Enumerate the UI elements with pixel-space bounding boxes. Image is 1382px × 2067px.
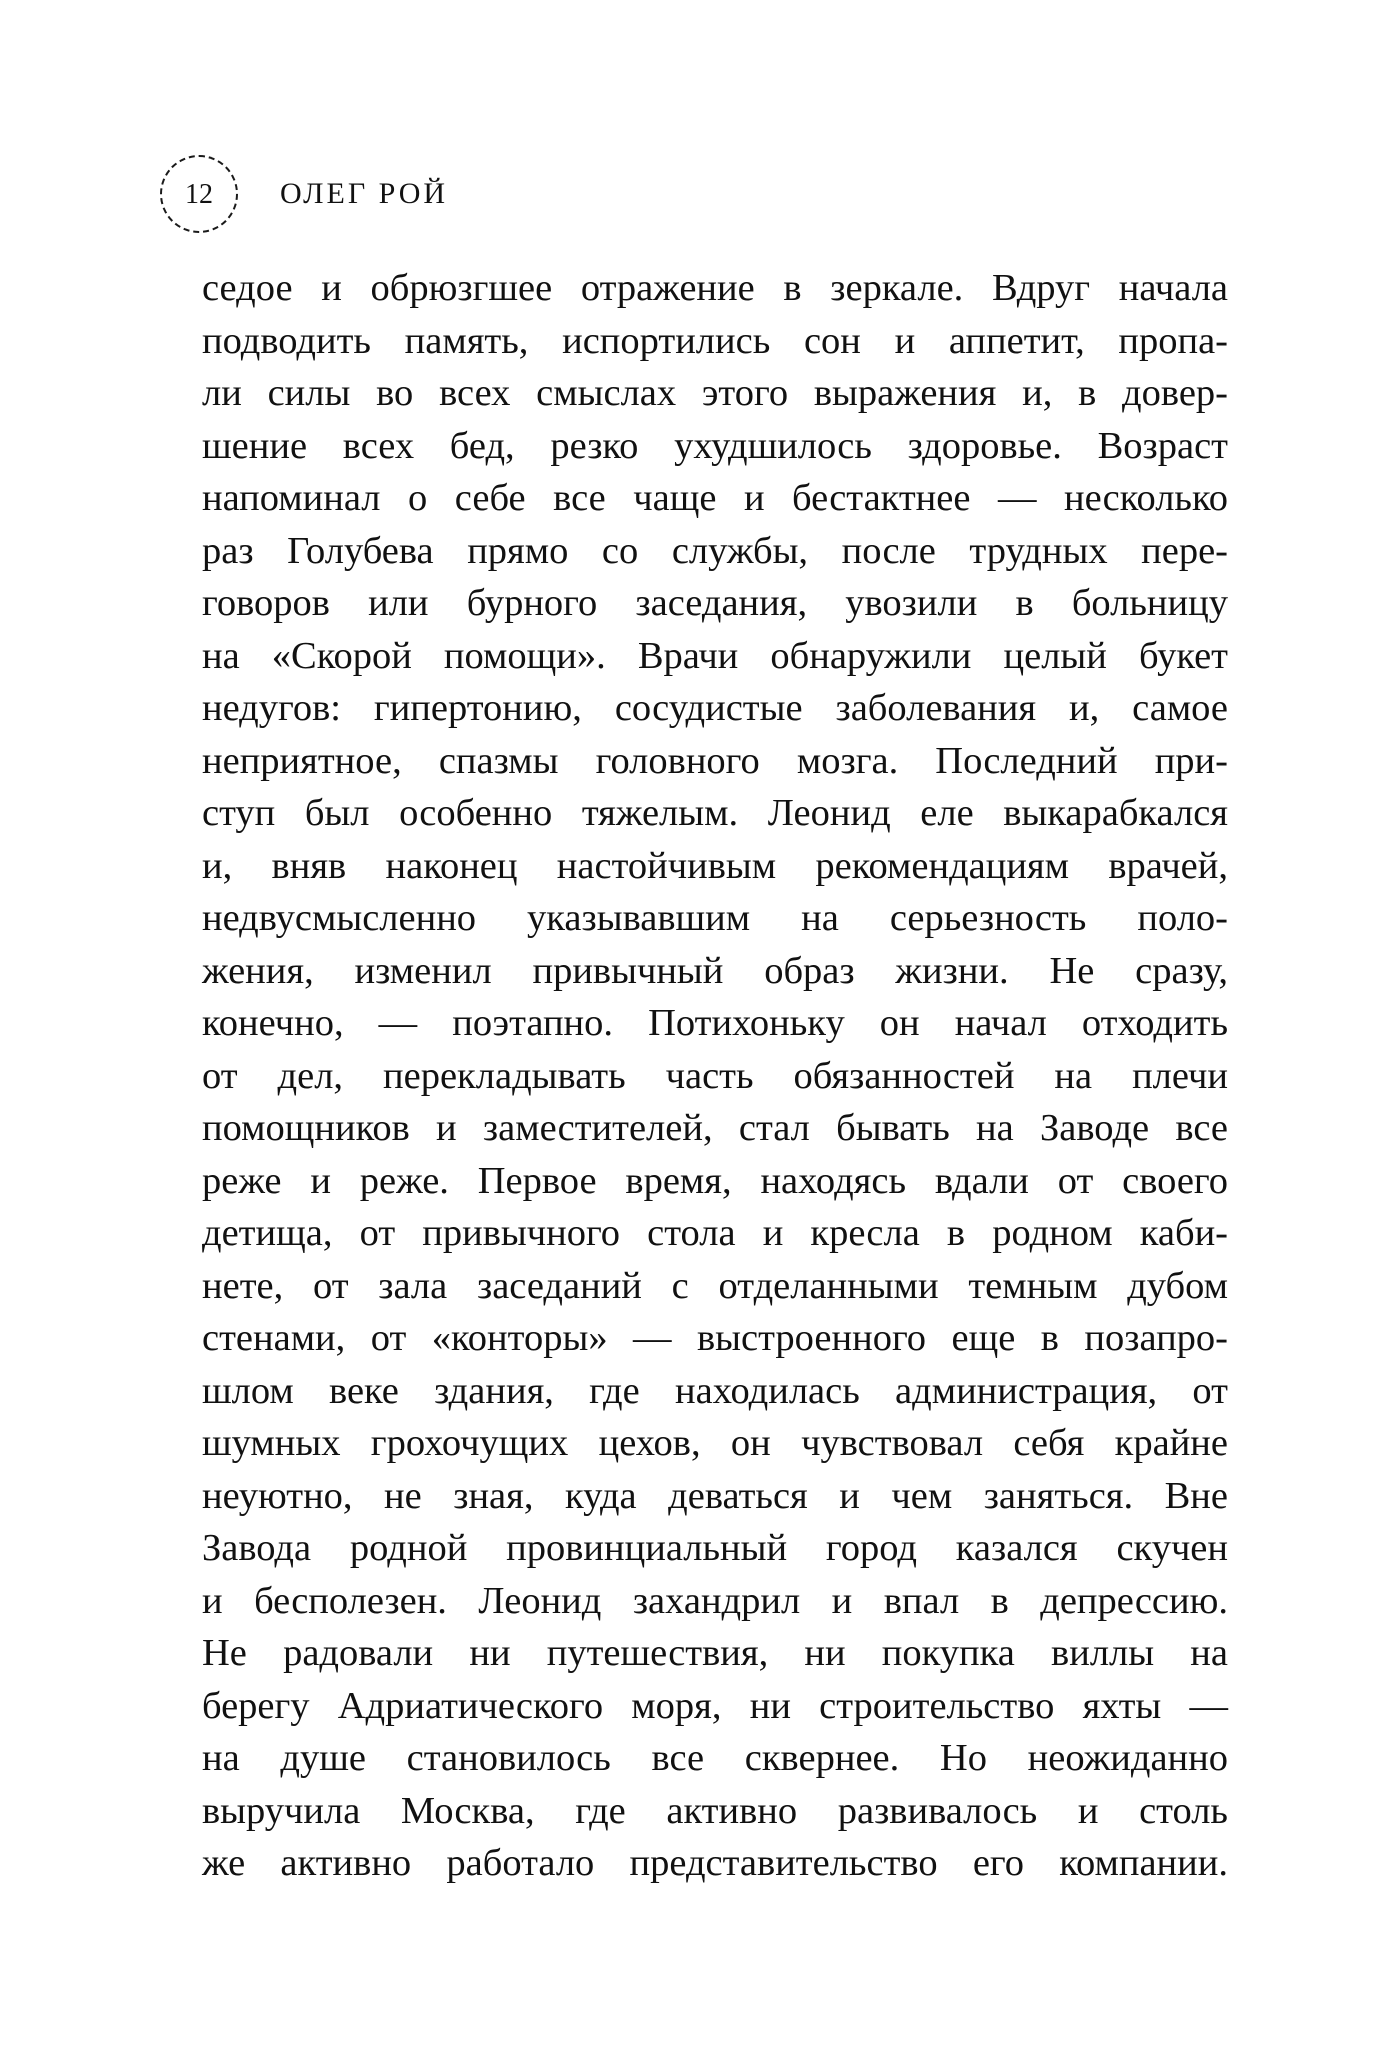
- text-line-content: напоминал о себе все чаще и бестактнее — несколько: [202, 477, 1228, 519]
- text-line: [202, 630, 1228, 683]
- text-line: [202, 1627, 1228, 1680]
- page-number-badge: [160, 155, 238, 233]
- text-line-content: выручила Москва, где активно развивалось и столь: [202, 1789, 1228, 1832]
- text-line-content: неприятное, спазмы головного мозга. Последний при-: [202, 739, 1228, 782]
- text-line: [202, 682, 1228, 735]
- text-line-content: ступ был особенно тяжелым. Леонид еле выкарабкался: [202, 792, 1228, 834]
- text-line: [202, 840, 1228, 893]
- text-line: [202, 1837, 1228, 1890]
- text-line: [202, 1785, 1228, 1838]
- text-line: [202, 1312, 1228, 1365]
- text-line: [202, 1050, 1228, 1103]
- text-line: [202, 262, 1228, 315]
- text-line: [202, 1522, 1228, 1575]
- text-line: [202, 1575, 1228, 1628]
- text-line: [202, 735, 1228, 788]
- text-line-content: недвусмысленно указывавшим на серьезность поло-: [202, 897, 1228, 939]
- text-line: [202, 367, 1228, 420]
- text-line-content: на «Скорой помощи». Врачи обнаружили целый букет: [202, 634, 1228, 677]
- text-line-content: недугов: гипертонию, сосудистые заболевания и, самое: [202, 687, 1228, 729]
- text-line: [202, 1155, 1228, 1208]
- text-line: [202, 1102, 1228, 1155]
- text-line: [202, 472, 1228, 525]
- text-line: [202, 1470, 1228, 1523]
- text-line-content: подводить память, испортились сон и аппетит, пропа-: [202, 319, 1228, 362]
- text-line-content: шлом веке здания, где находилась администрация, от: [202, 1369, 1228, 1412]
- text-line-content: конечно, — поэтапно. Потихоньку он начал отходить: [202, 1002, 1228, 1044]
- text-line: [202, 525, 1228, 578]
- text-line-content: Завода родной провинциальный город казался скучен: [202, 1527, 1228, 1569]
- page-number: 12: [185, 179, 213, 210]
- text-line-content: помощников и заместителей, стал бывать на Заводе все: [202, 1107, 1228, 1149]
- text-line: [202, 1365, 1228, 1418]
- text-line-content: же активно работало представительство его компании.: [202, 1842, 1228, 1884]
- text-line-content: на душе становилось все сквернее. Но неожиданно: [202, 1737, 1228, 1779]
- text-line: [202, 997, 1228, 1050]
- text-line: [202, 1207, 1228, 1260]
- text-line: [202, 892, 1228, 945]
- text-line: [202, 315, 1228, 368]
- text-line: [202, 787, 1228, 840]
- text-line-content: детища, от привычного стола и кресла в родном каби-: [202, 1212, 1228, 1254]
- text-line-content: Не радовали ни путешествия, ни покупка виллы на: [202, 1632, 1228, 1674]
- text-line-content: нете, от зала заседаний с отделанными темным дубом: [202, 1264, 1228, 1307]
- text-line: [202, 1260, 1228, 1313]
- text-line: [202, 1417, 1228, 1470]
- text-line-content: ли силы во всех смыслах этого выражения и, в довер-: [202, 372, 1228, 414]
- text-line: [202, 420, 1228, 473]
- text-line: [202, 577, 1228, 630]
- running-head-author: ОЛЕГ РОЙ: [280, 177, 449, 210]
- text-line-content: от дел, перекладывать часть обязанностей на плечи: [202, 1054, 1228, 1097]
- text-line-content: седое и обрюзгшее отражение в зеркале. Вдруг начала: [202, 267, 1228, 309]
- text-line-content: стенами, от «конторы» — выстроенного еще в позапро-: [202, 1317, 1228, 1359]
- text-line-content: и бесполезен. Леонид захандрил и впал в депрессию.: [202, 1579, 1228, 1622]
- text-line: [202, 1732, 1228, 1785]
- text-line-content: берегу Адриатического моря, ни строительство яхты —: [202, 1684, 1228, 1727]
- text-line-content: неуютно, не зная, куда деваться и чем заняться. Вне: [202, 1474, 1228, 1517]
- text-line-content: жения, изменил привычный образ жизни. Не сразу,: [202, 949, 1228, 992]
- text-line-content: говоров или бурного заседания, увозили в больницу: [202, 582, 1228, 624]
- text-line-content: и, вняв наконец настойчивым рекомендациям врачей,: [202, 844, 1228, 887]
- text-line-content: шумных грохочущих цехов, он чувствовал себя крайне: [202, 1422, 1228, 1464]
- page-header: [160, 153, 448, 235]
- text-line: [202, 945, 1228, 998]
- body-text: [202, 262, 1228, 1890]
- text-line: [202, 1680, 1228, 1733]
- text-line-content: шение всех бед, резко ухудшилось здоровье. Возраст: [202, 424, 1228, 467]
- text-line-content: раз Голубева прямо со службы, после трудных пере-: [202, 529, 1228, 572]
- text-line-content: реже и реже. Первое время, находясь вдали от своего: [202, 1159, 1228, 1202]
